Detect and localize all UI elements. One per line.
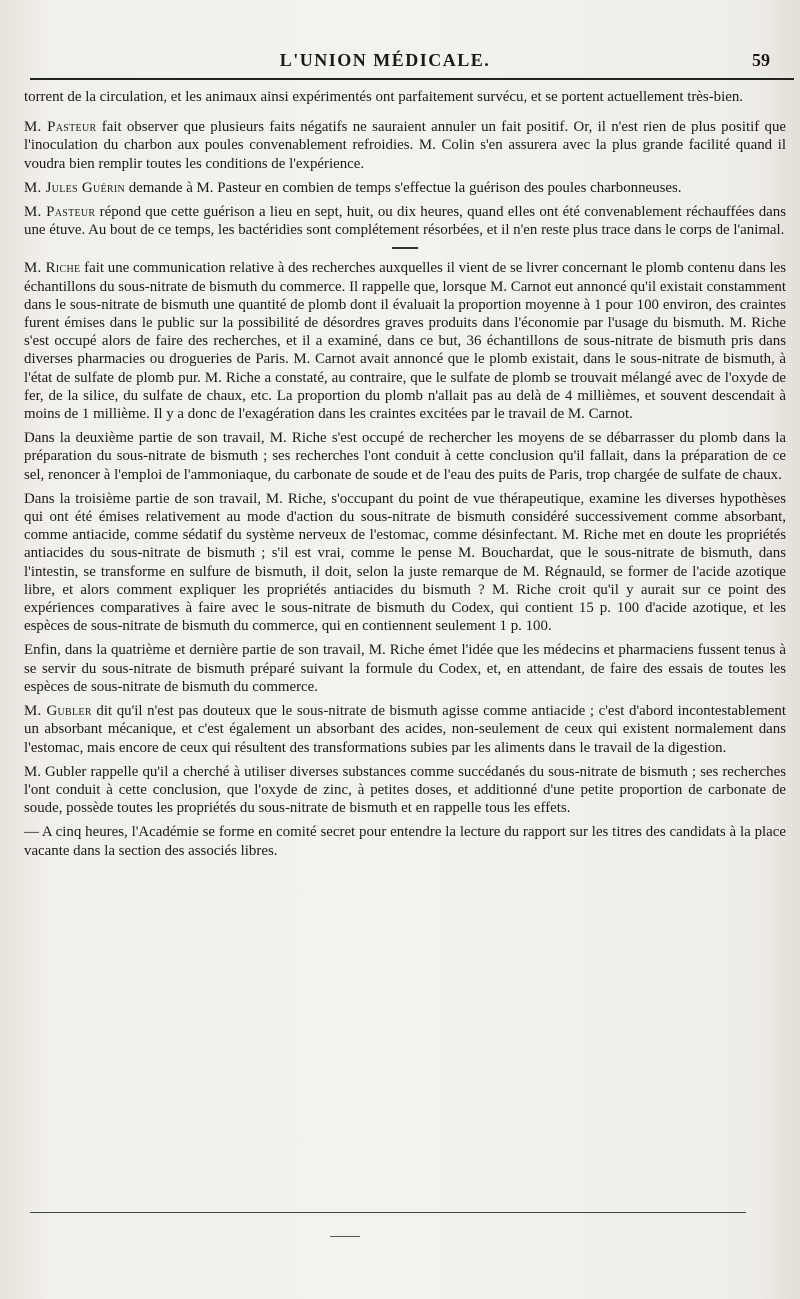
- speaker-name: M. Pasteur: [24, 204, 96, 221]
- paragraph-riche-1: M. Riche fait une communication relative à des recherches auxquelles il vient de se livrer concernant le plomb contenu dans les échantillons du sous-nitrate de bismuth du commerce. Il rappelle que, lorsque M. Carnot eut annoncé qu'il existait constamment dans le sous-nitrate de bismuth une quantité de plomb dont il évaluait la proportion moyenne à 1 pour 100 environ, des craintes furent émises dans le public sur la possibilité de désordres graves produits dans l'économie par l'usage du bismuth. M. Riche s'est occupé alors de faire des recherches, et il a examiné, dans ce but, 36 échantillons de sous-nitrate de bismuth pris dans diverses pharmacies ou drogueries de Paris. M. Carnot avait annoncé que le plomb existait, dans le sous-nitrate de bismuth, à l'état de sulfate de plomb pur. M. Riche a constaté, au contraire, que le sulfate de plomb se trouvait mélangé avec de l'oxyde de fer, de la silice, du sulfate de chaux, etc. La proportion du plomb n'allait pas au delà de 4 millièmes, et souvent descendait à moins de 1 millième. Il y a donc de l'exagération dans les craintes excitées par le travail de M. Carnot.: [24, 260, 786, 423]
- paragraph-riche-2: Dans la deuxième partie de son travail, M. Riche s'est occupé de rechercher les moyens de se débarrasser du plomb dans la préparation du sous-nitrate de bismuth ; ses recherches l'ont conduit à cette conclusion qu'il fallait, dans la préparation de ce sel, renoncer à l'emploi de l'ammoniaque, du carbonate de soude et de l'eau des puits de Paris, trop chargée de sulfate de chaux.: [24, 430, 786, 483]
- paragraph-gubler-2: M. Gubler rappelle qu'il a cherché à utiliser diverses substances comme succédanés du sous-nitrate de bismuth ; ses recherches l'ont conduit à cette conclusion, que l'oxyde de zinc, à petites doses, et additionné d'une petite proportion de carbonate de soude, possède toutes les propriétés du sous-nitrate de bismuth et en rappelle tous les effets.: [24, 763, 786, 817]
- paragraph-circulation: torrent de la circulation, et les animaux ainsi expérimentés ont parfaitement survécu, et se portent actuellement très-bien.: [24, 89, 744, 105]
- footer-rule: [30, 1212, 746, 1213]
- page-header: [30, 50, 770, 74]
- paragraph-pasteur-1: M. Pasteur fait observer que plusieurs faits négatifs ne sauraient annuler un fait positif. Or, il n'est rien de plus positif que l'inoculation du charbon aux poules convenablement refroidies. M. Colin s'en assurera avec la plus grande facilité quand il voudra bien remplir toutes les conditions de l'expérience.: [24, 119, 787, 172]
- speaker-name: M. Riche: [24, 260, 81, 277]
- section-separator: [392, 247, 418, 249]
- footer-dash: [330, 1236, 360, 1237]
- speaker-name: M. Gubler: [24, 703, 92, 720]
- paragraph-pasteur-2: M. Pasteur répond que cette guérison a lieu en sept, huit, ou dix heures, quand elles ont été convenablement réchauffées dans une étuve. Au bout de ce temps, les bactéridies sont complétement résorbées, et il n'en reste plus trace dans le corps de l'animal.: [24, 204, 787, 239]
- speaker-name: M. Pasteur: [24, 119, 97, 136]
- speaker-name: M. Jules Guérin: [24, 179, 126, 196]
- running-title: L'UNION MÉDICALE.: [279, 50, 491, 70]
- page-number: 59: [752, 50, 770, 70]
- paragraph-comite-secret: — A cinq heures, l'Académie se forme en comité secret pour entendre la lecture du rapport sur les titres des candidats à la place vacante dans la section des associés libres.: [24, 824, 786, 859]
- paragraph-riche-3: Dans la troisième partie de son travail, M. Riche, s'occupant du point de vue thérapeutique, examine les diverses hypothèses qui ont été émises relativement au mode d'action du sous-nitrate de bismuth considéré successivement comme absorbant, comme antiacide, comme sédatif du système nerveux de l'estomac, comme désinfectant. M. Riche met en doute les propriétés antiacides du sous-nitrate de bismuth ; s'il est vrai, comme le pense M. Bouchardat, que le sous-nitrate de bismuth, dans l'intestin, se transforme en sulfure de bismuth, il doit, selon la juste remarque de M. Régnauld, se former de l'acide azotique libre, et alors comment expliquer les propriétés antiacides du bismuth ? M. Riche croit qu'il y aurait sur ce point des expériences comparatives à faire avec le sous-nitrate de bismuth du Codex, qui contient 15 p. 100 d'acide azotique, et les espèces de sous-nitrate de bismuth du commerce, qui en contiennent seulement 1 p. 100.: [24, 490, 786, 635]
- paragraph-guerin: M. Jules Guérin demande à M. Pasteur en combien de temps s'effectue la guérison des poules charbonneuses.: [24, 179, 682, 196]
- article-body: [24, 88, 786, 866]
- header-rule: [30, 78, 794, 80]
- paragraph-riche-4: Enfin, dans la quatrième et dernière partie de son travail, M. Riche émet l'idée que les médecins et pharmaciens fussent tenus à se servir du sous-nitrate de bismuth préparé suivant la formule du Codex, et, en attendant, de faire des essais de toutes les espèces de sous-nitrate de bismuth du commerce.: [24, 642, 786, 695]
- paragraph-gubler-1: M. Gubler dit qu'il n'est pas douteux que le sous-nitrate de bismuth agisse comme antiacide ; c'est d'abord incontestablement un absorbant mécanique, et c'est également un absorbant des acides, non-seulement de ceux qui existent normalement dans l'estomac, mais encore de ceux qui résultent des transformations subies par les aliments dans le travail de la digestion.: [24, 703, 786, 756]
